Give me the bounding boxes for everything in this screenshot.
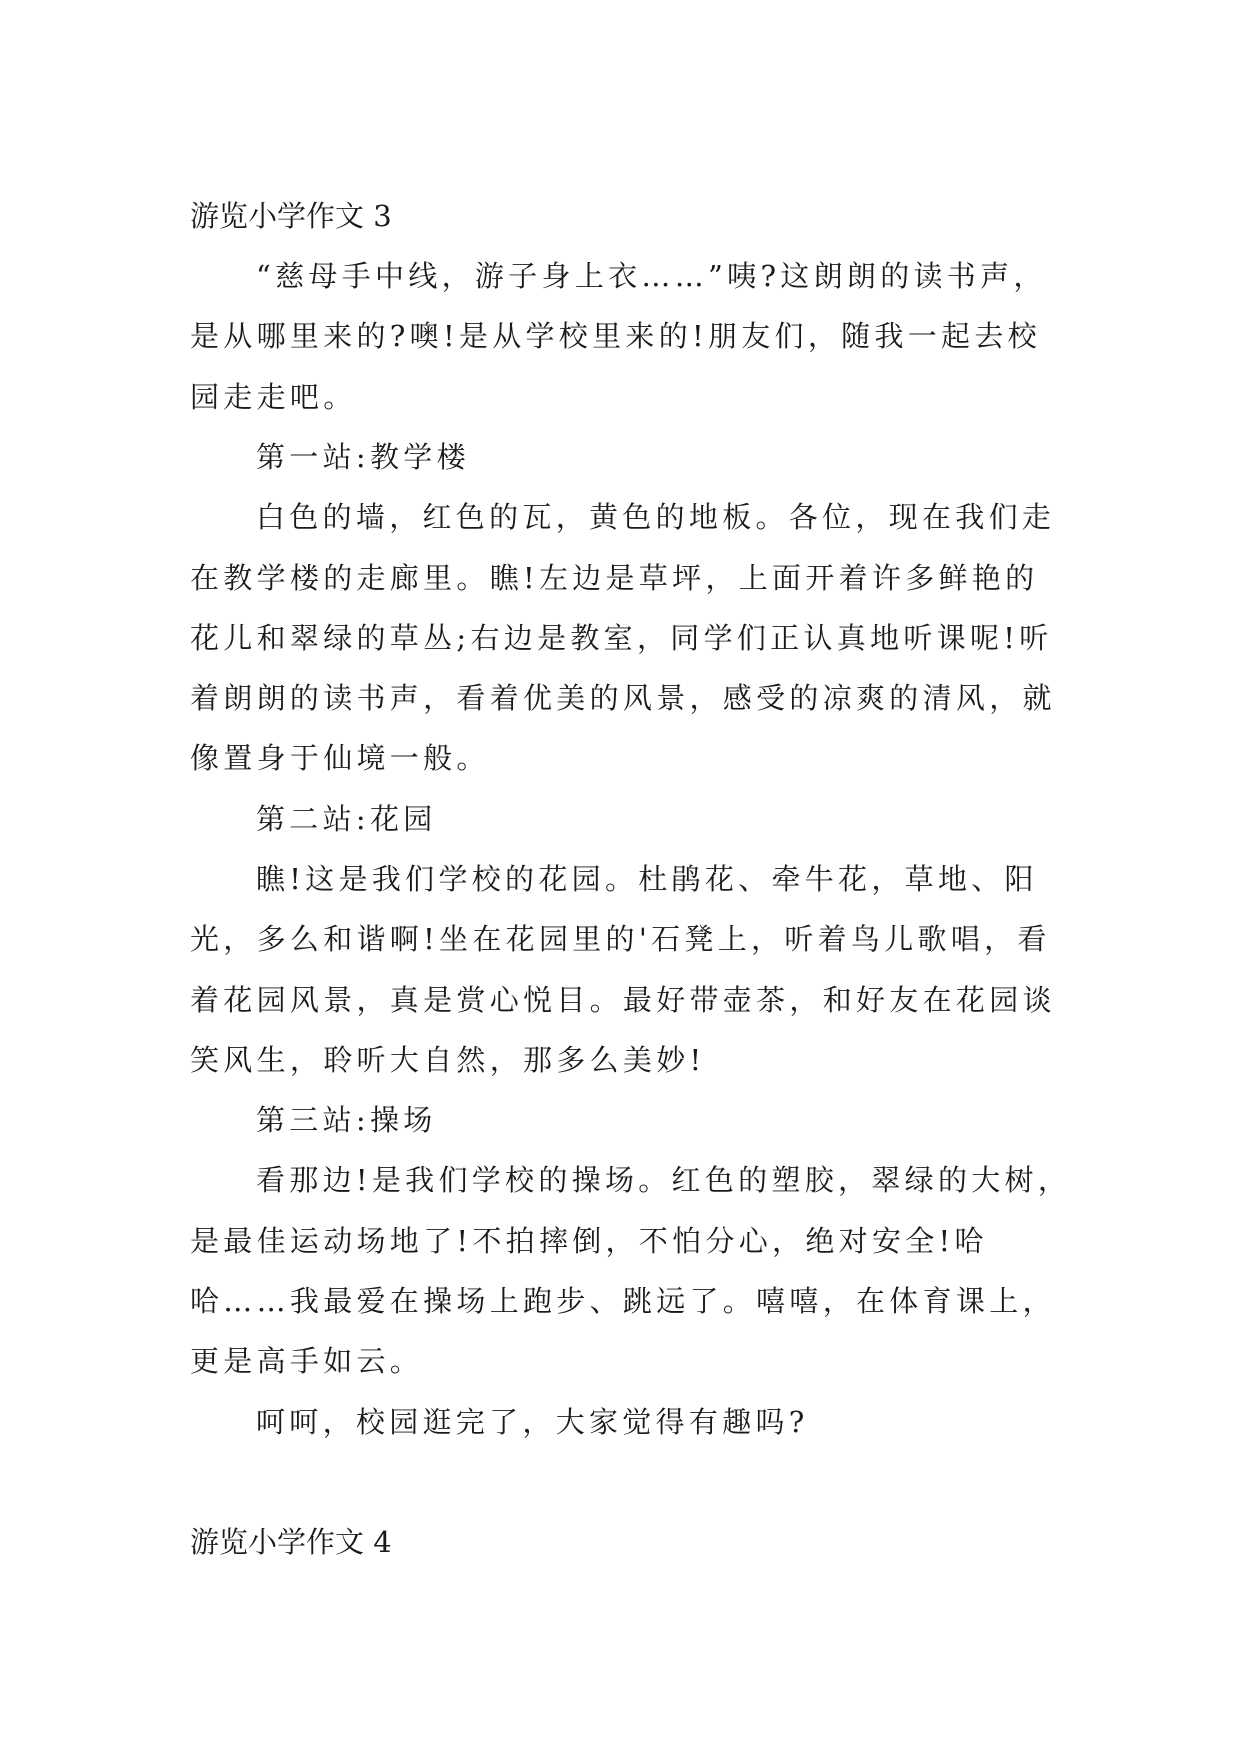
essay-title: 游览小学作文 4: [190, 1525, 392, 1559]
paragraph-line: 哈……我最爱在操场上跑步、跳远了。嘻嘻，在体育课上，: [190, 1284, 1056, 1318]
section-heading: 第二站:花园: [256, 802, 437, 836]
paragraph-line: 笑风生，聆听大自然，那多么美妙!: [190, 1043, 706, 1077]
paragraph-line: 在教学楼的走廊里。瞧!左边是草坪，上面开着许多鲜艳的: [190, 561, 1039, 595]
paragraph-line: 看那边!是我们学校的操场。红色的塑胶，翠绿的大树，: [256, 1163, 1072, 1197]
paragraph-line: 呵呵，校园逛完了，大家觉得有趣吗?: [256, 1405, 809, 1439]
paragraph-line: 着花园风景，真是赏心悦目。最好带壶茶，和好友在花园谈: [190, 983, 1056, 1017]
paragraph-line: 光，多么和谐啊!坐在花园里的'石凳上，听着鸟儿歌唱，看: [190, 922, 1051, 956]
section-heading: 第一站:教学楼: [256, 440, 470, 474]
paragraph-line: 瞧!这是我们学校的花园。杜鹃花、牵牛花，草地、阳: [256, 862, 1038, 896]
paragraph-line: 更是高手如云。: [190, 1344, 424, 1378]
paragraph-line: 是从哪里来的?噢!是从学校里来的!朋友们，随我一起去校: [190, 319, 1041, 353]
paragraph-line: “慈母手中线，游子身上衣……”咦?这朗朗的读书声，: [256, 259, 1047, 293]
paragraph-line: 白色的墙，红色的瓦，黄色的地板。各位，现在我们走: [256, 500, 1056, 534]
essay-title: 游览小学作文 3: [190, 199, 392, 233]
paragraph-line: 园走走吧。: [190, 380, 357, 414]
paragraph-line: 着朗朗的读书声，看着优美的风景，感受的凉爽的清风，就: [190, 681, 1056, 715]
paragraph-line: 花儿和翠绿的草丛;右边是教室，同学们正认真地听课呢!听: [190, 621, 1053, 655]
section-heading: 第三站:操场: [256, 1103, 437, 1137]
paragraph-line: 是最佳运动场地了!不拍摔倒，不怕分心，绝对安全!哈: [190, 1224, 988, 1258]
paragraph-line: 像置身于仙境一般。: [190, 741, 490, 775]
